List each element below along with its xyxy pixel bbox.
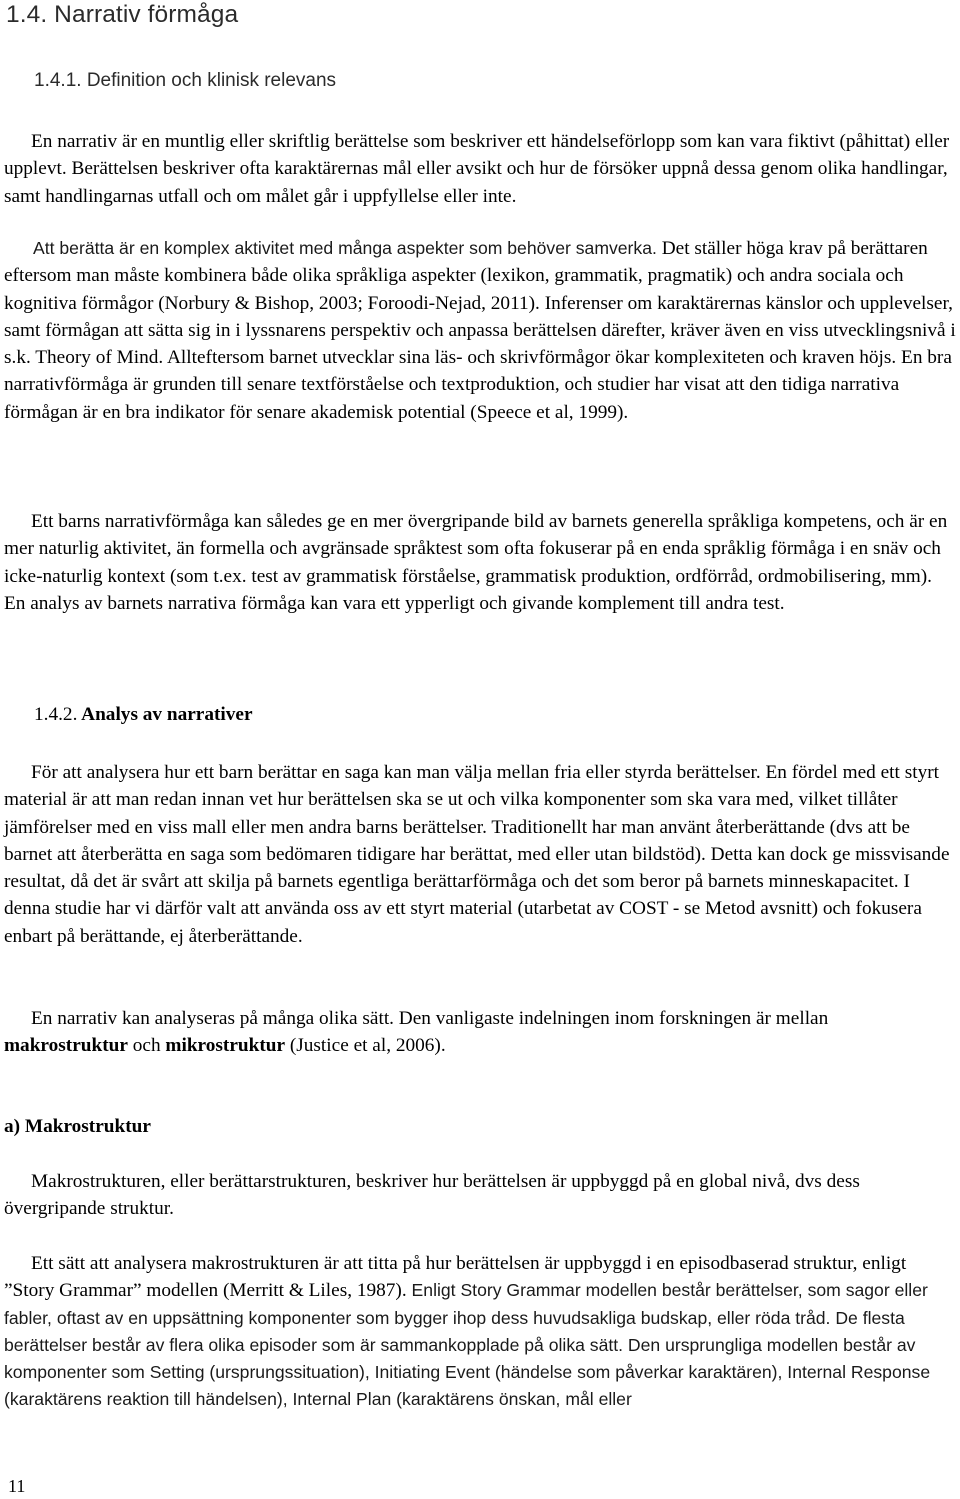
- paragraph-story-grammar: [4, 1250, 956, 1414]
- term-mikrostruktur: mikrostruktur: [165, 1035, 286, 1057]
- page-number: 11: [8, 1476, 26, 1496]
- subsection-heading-1-4-1: 1.4.1. Definition och klinisk relevans: [34, 70, 337, 91]
- paragraph-macrostructure-definition: Makrostrukturen, eller berättarstrukturen, beskriver hur berättelsen är uppbyggd på en global nivå, dvs dess övergripande struktur.: [4, 1171, 860, 1220]
- story-grammar-body: Enligt Story Grammar modellen består berättelser, som sagor eller fabler, oftast av en uppsättning komponenter som bygger ihop dess huvudsakliga budskap, eller röda tråd. De flesta berättelser består av flera olika episoder som är sammankopplade på olika sätt. Den ursprungliga modellen består av komponenter som Setting (ursprungssituation), Initiating Event (händelse som påverkar karaktären), Internal Response (karaktärens reaktion till händelsen), Internal Plan (karaktärens önskan, mål eller: [4, 1280, 931, 1410]
- term-makrostruktur: makrostruktur: [4, 1035, 128, 1057]
- paragraph-complexity-lead: Att berätta är en komplex aktivitet med många aspekter som behöver samverka.: [33, 238, 657, 258]
- section-heading-1-4: 1.4. Narrativ förmåga: [6, 1, 239, 28]
- text-run: (Justice et al, 2006).: [285, 1035, 446, 1057]
- paragraph-definition: En narrativ är en muntlig eller skriftlig berättelse som beskriver ett händelseförlopp som kan vara fiktivt (påhittat) eller upplevt. Berättelsen beskriver ofta karaktärernas mål eller avsikt och hur de försöker uppnå dessa genom olika handlingar, samt handlingarnas utfall och om målet går i uppfyllelse eller inte.: [4, 131, 950, 207]
- story-grammar-intro: Ett sätt att analysera makrostrukturen är att titta på hur berättelsen är uppbyggd i en episodbaserad struktur, enligt ”Story Grammar” modellen (Merritt & Liles, 1987).: [4, 1253, 907, 1302]
- paragraph-complexity: [4, 235, 956, 426]
- subsection-heading-1-4-2: [34, 701, 253, 729]
- heading-makrostruktur: a) Makrostruktur: [4, 1116, 151, 1137]
- paragraph-macro-micro: [4, 1005, 956, 1060]
- text-run: En narrativ kan analyseras på många olika sätt. Den vanligaste indelningen inom forskningen är mellan: [31, 1008, 829, 1029]
- paragraph-narrative-value: Ett barns narrativförmåga kan således ge en mer övergripande bild av barnets generella språkliga kompetens, och är en mer naturlig aktivitet, än formella och avgränsade språktest som ofta fokuserar på en enda språklig förmåga i en snäv och icke-naturlig kontext (som t.ex. test av grammatisk förståelse, grammatisk produktion, ordförråd, ordmobilisering, mm). En analys av barnets narrativa förmåga kan vara ett ypperligt och givande komplement till andra test.: [4, 511, 948, 614]
- text-run: och: [127, 1035, 166, 1057]
- subsection-number: 1.4.2.: [34, 704, 78, 725]
- subsection-title: Analys av narrativer: [81, 704, 253, 725]
- paragraph-complexity-body: Det ställer höga krav på berättaren eftersom man måste kombinera både olika språkliga aspekter (lexikon, grammatik, pragmatik) och andra sociala och kognitiva förmågor (Norbury & Bishop, 2003; Foroodi-Nejad, 2011). Inferenser om karaktärernas känslor och upplevelser, samt förmågan att sätta sig in i lyssnarens perspektiv och anpassa berättelsen därefter, kräver även en viss utvecklingsnivå i s.k. Theory of Mind. Allteftersom barnet utvecklar sina läs- och skrivförmågor ökar komplexiteten och kraven höjs. En bra narrativförmåga är grunden till senare textförståelse och textproduktion, och studier har visat att den tidiga narrativa förmågan är en bra indikator för senare akademisk potential (Speece et al, 1999).: [4, 238, 956, 423]
- paragraph-analysis-methods: För att analysera hur ett barn berättar en saga kan man välja mellan fria eller styrda berättelser. En fördel med ett styrt material är att man redan innan vet hur berättelsen ska se ut och vilka komponenter som ska vara med, vilket tillåter jämförelser med en viss mall eller men andra barns berättelser. Traditionellt har man använt återberättande (dvs att be barnet att återberätta en saga som bedömaren tidigare har berättat, med eller utan bildstöd). Detta kan dock ge missvisande resultat, då det är svårt att skilja på barnets egentliga berättarförmåga och det som beror på barnets minneskapacitet. I denna studie har vi därför valt att använda oss av ett styrt material (utarbetat av COST - se Metod avsnitt) och fokusera enbart på berättande, ej återberättande.: [4, 762, 950, 947]
